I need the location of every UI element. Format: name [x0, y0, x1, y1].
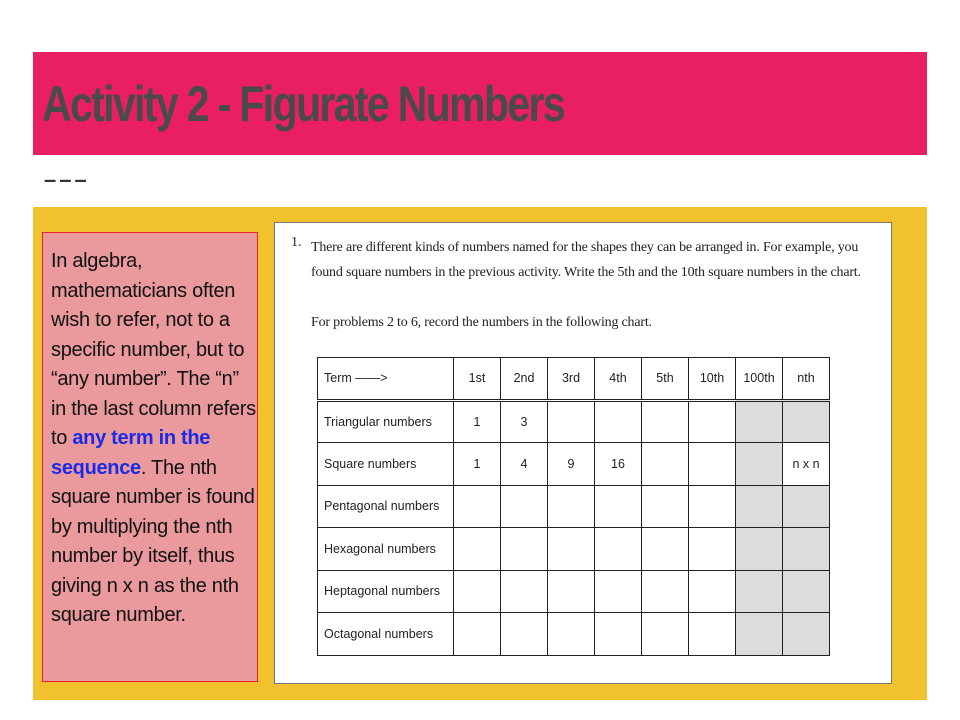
- table-cell: [501, 613, 548, 656]
- header-cell: 4th: [595, 358, 642, 401]
- header-term: Term ——>: [318, 358, 454, 401]
- table-cell: [454, 613, 501, 656]
- table-cell: 4: [501, 443, 548, 486]
- row-label: Triangular numbers: [318, 400, 454, 443]
- table-cell: 3: [501, 400, 548, 443]
- table-cell: [501, 485, 548, 528]
- table-cell: [454, 528, 501, 571]
- table-cell: [736, 613, 783, 656]
- table-cell: [642, 570, 689, 613]
- slide-title: Activity 2 - Figurate Numbers: [42, 76, 565, 132]
- header-cell: 2nd: [501, 358, 548, 401]
- table-cell: [689, 570, 736, 613]
- question-subtext: For problems 2 to 6, record the numbers in the following chart.: [311, 315, 652, 330]
- title-bar: [33, 52, 927, 155]
- question-number: 1.: [291, 235, 302, 250]
- table-cell: [454, 485, 501, 528]
- note-text-after: . The nth square number is found by multiplying the nth number by itself, thus giving n x n as the nth square number.: [51, 456, 255, 626]
- question-text: There are different kinds of numbers named for the shapes they can be arranged in. For example, you found square numbers in the previous activity. Write the 5th and the 10th square numbers in the chart.: [311, 240, 861, 280]
- table-cell: [501, 528, 548, 571]
- header-cell: 3rd: [548, 358, 595, 401]
- table-cell: [642, 485, 689, 528]
- worksheet-image: [274, 222, 892, 684]
- table-cell: [783, 400, 830, 443]
- header-cell: 1st: [454, 358, 501, 401]
- table-row: [318, 400, 830, 443]
- note-text: [51, 247, 257, 631]
- table-row: [318, 485, 830, 528]
- table-cell: [736, 528, 783, 571]
- table-cell: [689, 400, 736, 443]
- table-row: [318, 570, 830, 613]
- table-cell: [736, 570, 783, 613]
- table-cell: 16: [595, 443, 642, 486]
- table-cell: [548, 400, 595, 443]
- table-cell: [783, 485, 830, 528]
- table-cell: [689, 443, 736, 486]
- table-cell: [595, 613, 642, 656]
- table-cell: [642, 613, 689, 656]
- note-box: [42, 232, 258, 682]
- table-cell: 1: [454, 443, 501, 486]
- table-row: [318, 443, 830, 486]
- table-cell: 1: [454, 400, 501, 443]
- title-divider: –––: [44, 167, 90, 192]
- header-cell: 100th: [736, 358, 783, 401]
- note-text-before: In algebra, mathematicians often wish to refer, not to a specific number, but to “any number”. The “n” in the last column refers to: [51, 250, 256, 449]
- row-label: Octagonal numbers: [318, 613, 454, 656]
- table-cell: [783, 570, 830, 613]
- row-label: Pentagonal numbers: [318, 485, 454, 528]
- table-cell: [595, 570, 642, 613]
- table-row: [318, 528, 830, 571]
- header-cell: nth: [783, 358, 830, 401]
- table-cell: [689, 528, 736, 571]
- table-cell: [689, 613, 736, 656]
- table-cell: [642, 528, 689, 571]
- table-cell: [689, 485, 736, 528]
- table-cell: [736, 400, 783, 443]
- table-row: [318, 613, 830, 656]
- table-cell: [736, 443, 783, 486]
- table-cell: [548, 528, 595, 571]
- table-cell: [454, 570, 501, 613]
- table-header-row: [318, 358, 830, 401]
- table-cell: [736, 485, 783, 528]
- table-cell: n x n: [783, 443, 830, 486]
- row-label: Square numbers: [318, 443, 454, 486]
- table-cell: [595, 485, 642, 528]
- table-cell: [501, 570, 548, 613]
- table-cell: [783, 528, 830, 571]
- header-cell: 5th: [642, 358, 689, 401]
- table-cell: 9: [548, 443, 595, 486]
- row-label: Hexagonal numbers: [318, 528, 454, 571]
- header-cell: 10th: [689, 358, 736, 401]
- table-cell: [642, 443, 689, 486]
- note-highlight: any term in the sequence: [51, 427, 211, 479]
- figurate-numbers-table: [317, 357, 830, 656]
- table-cell: [783, 613, 830, 656]
- table-cell: [548, 570, 595, 613]
- table-cell: [595, 400, 642, 443]
- table-cell: [548, 613, 595, 656]
- row-label: Heptagonal numbers: [318, 570, 454, 613]
- table-cell: [642, 400, 689, 443]
- table-cell: [595, 528, 642, 571]
- table-cell: [548, 485, 595, 528]
